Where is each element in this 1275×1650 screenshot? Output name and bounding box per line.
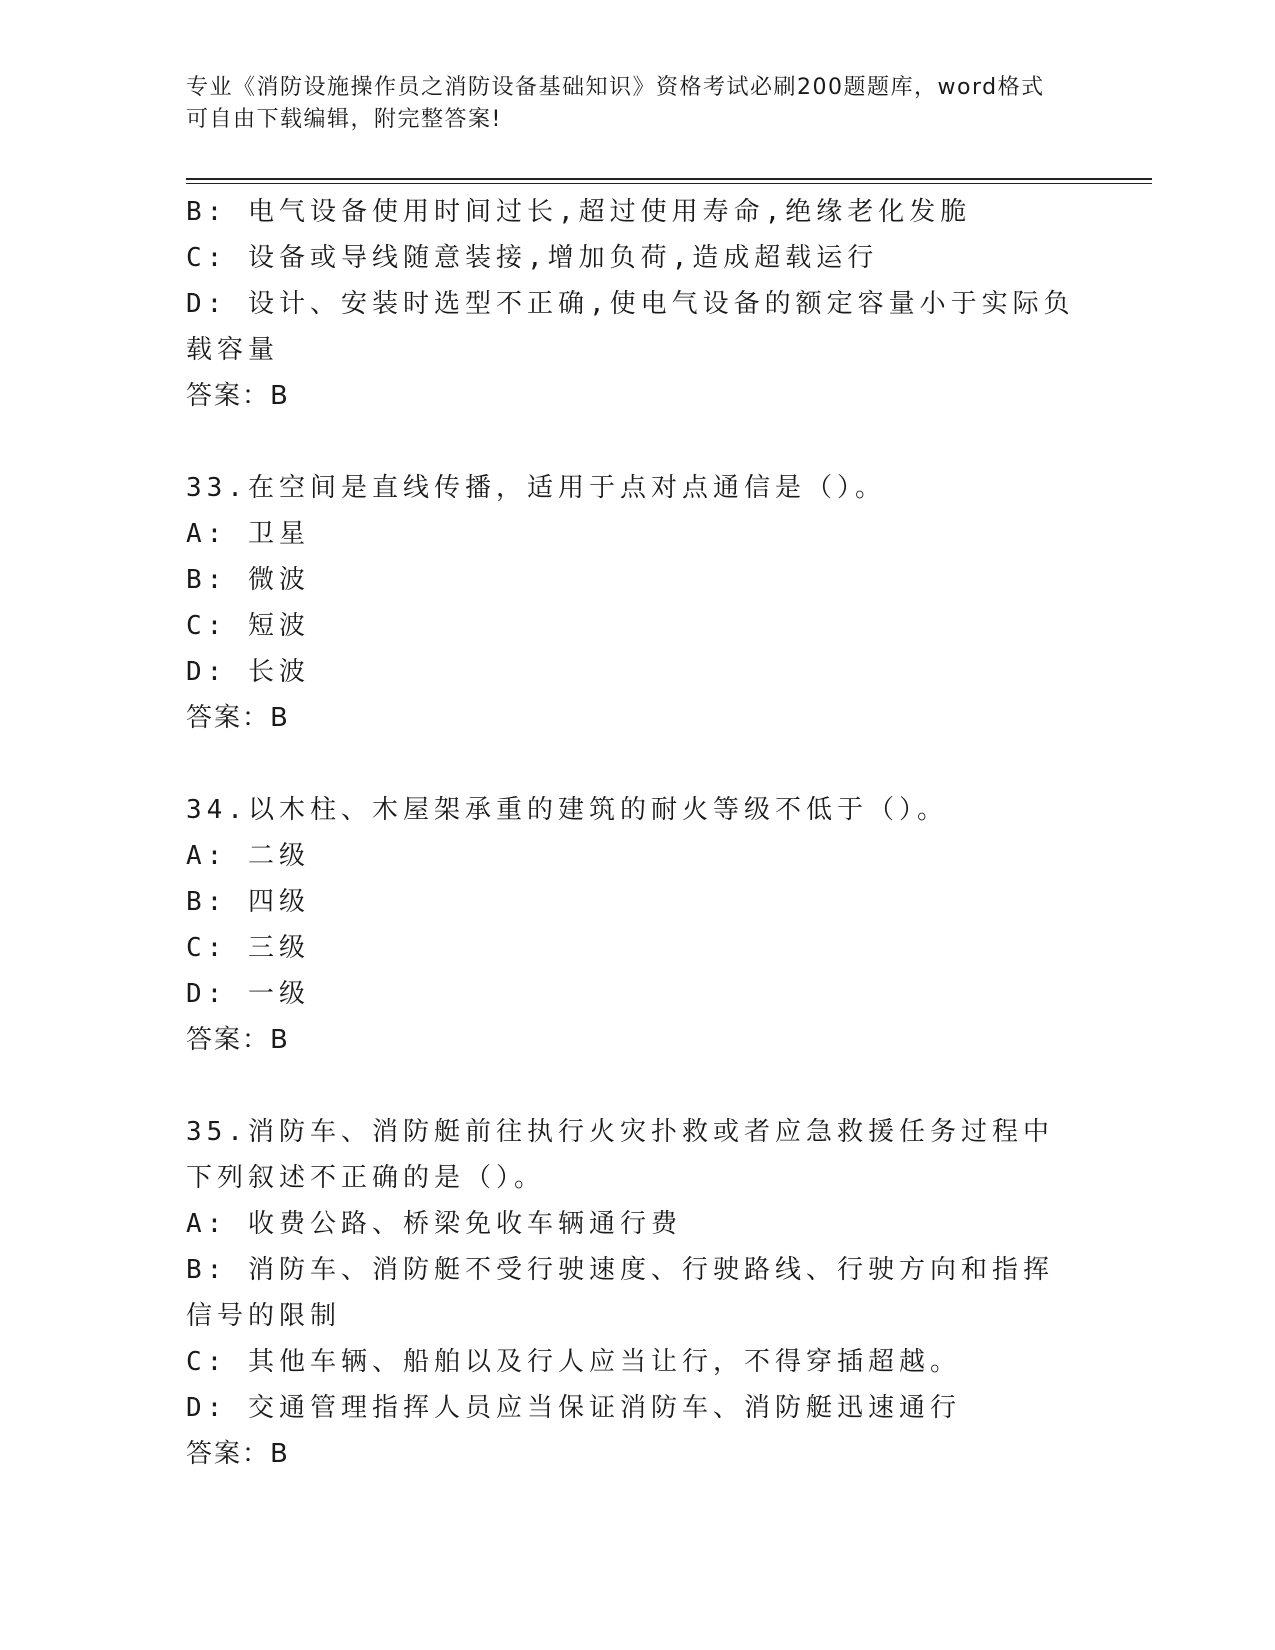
document-header: 专业《消防设施操作员之消防设备基础知识》资格考试必刷200题题库，word格式可自由下载编辑，附完整答案! xyxy=(186,75,1045,132)
question-stem: 35.消防车、消防艇前往执行火灾扑救或者应急救援任务过程中下列叙述不正确的是（）。 xyxy=(186,1117,1054,1193)
option-a: A: 卫星 xyxy=(186,519,310,549)
answer-line: 答案：B xyxy=(186,703,290,733)
answer-line: 答案：B xyxy=(186,381,290,411)
answer-line: 答案：B xyxy=(186,1025,290,1055)
question-34 xyxy=(186,787,1076,1063)
question-continued xyxy=(186,189,1076,419)
option-b: B: 微波 xyxy=(186,565,310,595)
option-d: D: 一级 xyxy=(186,979,310,1009)
option-b: B: 四级 xyxy=(186,887,310,917)
option-d: D: 设计、安装时选型不正确,使电气设备的额定容量小于实际负载容量 xyxy=(186,289,1075,365)
header-divider-thin xyxy=(186,183,1152,184)
question-stem: 33.在空间是直线传播，适用于点对点通信是（）。 xyxy=(186,473,886,503)
option-c: C: 设备或导线随意装接,增加负荷,造成超载运行 xyxy=(186,243,879,273)
option-c: C: 短波 xyxy=(186,611,310,641)
option-c: C: 其他车辆、船舶以及行人应当让行，不得穿插超越。 xyxy=(186,1347,961,1377)
option-a: A: 收费公路、桥梁免收车辆通行费 xyxy=(186,1209,682,1239)
question-35 xyxy=(186,1109,1076,1477)
question-stem: 34.以木柱、木屋架承重的建筑的耐火等级不低于（）。 xyxy=(186,795,948,825)
header-divider xyxy=(186,178,1152,180)
option-b: B: 消防车、消防艇不受行驶速度、行驶路线、行驶方向和指挥信号的限制 xyxy=(186,1255,1054,1331)
option-c: C: 三级 xyxy=(186,933,310,963)
option-d: D: 长波 xyxy=(186,657,310,687)
option-d: D: 交通管理指挥人员应当保证消防车、消防艇迅速通行 xyxy=(186,1393,961,1423)
answer-line: 答案：B xyxy=(186,1439,290,1469)
question-33 xyxy=(186,465,1076,741)
option-b: B: 电气设备使用时间过长,超过使用寿命,绝缘老化发脆 xyxy=(186,197,972,227)
question-list xyxy=(186,189,1076,1477)
option-a: A: 二级 xyxy=(186,841,310,871)
